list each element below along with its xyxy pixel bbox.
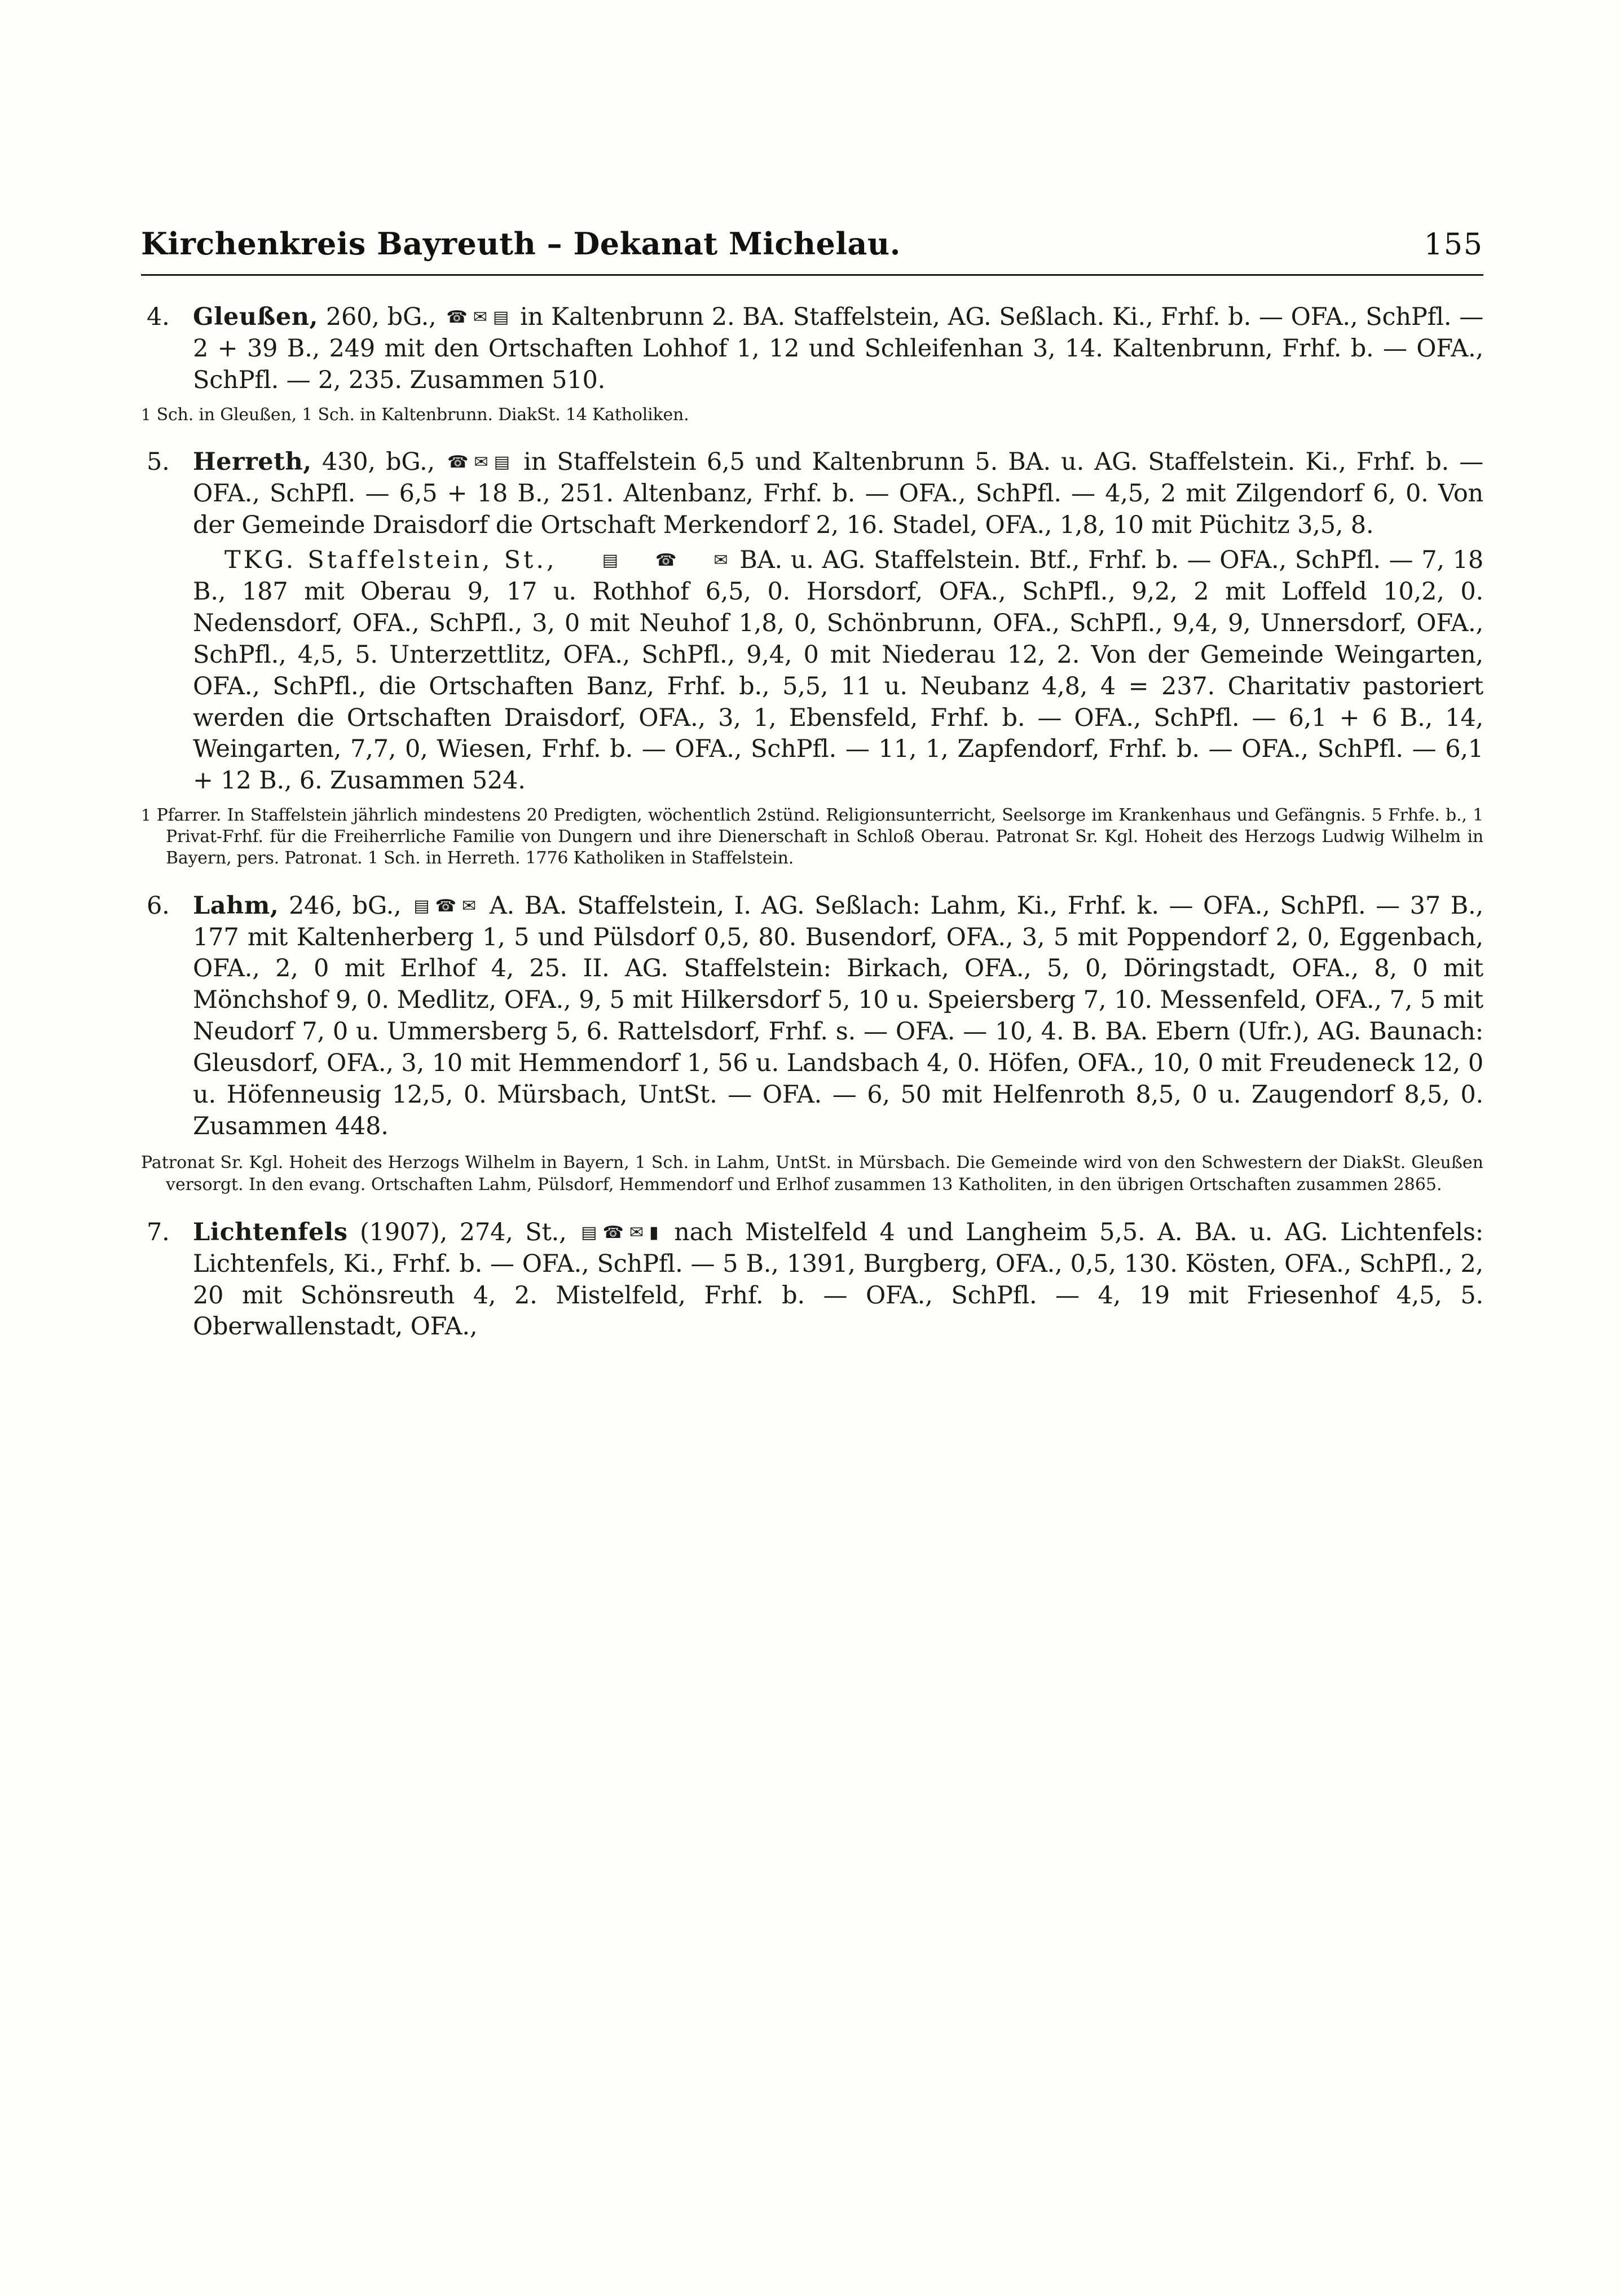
- entry-5: [141, 447, 1483, 869]
- entry-7-placename: Lichtenfels: [193, 1218, 348, 1246]
- entry-5-footnote-text: Pfarrer. In Staffelstein jährlich mindestens 20 Predigten, wöchentlich 2stünd. Religionsunterricht, Seelsorge im Krankenhaus und Gefängnis. 5 Frhfe. b., 1 Privat-Frhf. für die Freiherrliche Familie von Dungern und ihre Dienerschaft in Schloß Oberau. Patronat Sr. Kgl. Hoheit des Herzogs Ludwig Wilhelm in Bayern, pers. Patronat. 1 Sch. in Herreth. 1776 Katholiken in Staffelstein.: [156, 805, 1483, 868]
- entry-5-icons-2: [569, 546, 732, 574]
- entry-5-sub-rest: BA. u. AG. Staffelstein. Btf., Frhf. b. — OFA., SchPfl. — 7, 18 B., 187 mit Oberau 9, 17 u. Rothhof 6,5, 0. Horsdorf, OFA., SchPfl., 9,2, 2 mit Loffeld 10,2, 0. Nedensdorf, OFA., SchPfl., 3, 0 mit Neuhof 1,8, 0, Schönbrunn, OFA., SchPfl., 9,4, 9, Unnersdorf, OFA., SchPfl., 4,5, 5. Unterzettlitz, OFA., SchPfl., 9,4, 0 mit Niederau 12, 2. Von der Gemeinde Weingarten, OFA., SchPfl., die Ortschaften Banz, Frhf. b., 5,5, 11 u. Neubanz 4,8, 4 = 237. Charitativ pastoriert werden die Ortschaften Draisdorf, OFA., 3, 1, Ebensfeld, Frhf. b. — OFA., SchPfl. — 6,1 + 6 B., 14, Weingarten, 7,7, 0, Wiesen, Frhf. b. — OFA., SchPfl. — 11, 1, Zapfendorf, Frhf. b. — OFA., SchPfl. — 6,1 + 12 B., 6. Zusammen 524.: [193, 546, 1483, 795]
- rail-icon: ▤: [494, 452, 512, 473]
- telegraph-icon: ☎: [435, 896, 457, 916]
- entry-6-number: 6.: [147, 891, 170, 920]
- rail-icon: ▤: [602, 550, 619, 571]
- car-icon: ▮: [649, 1222, 660, 1242]
- entry-7-icons: [579, 1218, 662, 1246]
- entry-5-paragraph-2: [193, 545, 1483, 797]
- entry-6-text-main: A. BA. Staffelstein, I. AG. Seßlach: Lahm, Ki., Frhf. k. — OFA., SchPfl. — 37 B., 177 mit Kaltenherberg 1, 5 und Pülsdorf 0,5, 80. Busendorf, OFA., 3, 5 mit Poppendorf 2, 0, Eggenbach, OFA., 2, 0 mit Erlhof 4, 25. II. AG. Staffelstein: Birkach, OFA., 5, 0, Döringstadt, OFA., 8, 0 mit Mönchshof 9, 0. Medlitz, OFA., 9, 5 mit Hilkersdorf 5, 10 u. Speiersberg 7, 10. Messenfeld, OFA., 7, 5 mit Neudorf 7, 0 u. Ummersberg 5, 6. Rattelsdorf, Frhf. s. — OFA. — 10, 4. B. BA. Ebern (Ufr.), AG. Baunach: Gleusdorf, OFA., 3, 10 mit Hemmendorf 1, 56 u. Landsbach 4, 0. Höfen, OFA., 10, 0 mit Freudeneck 12, 0 u. Höfenneusig 12,5, 0. Mürsbach, UntSt. — OFA. — 6, 50 mit Helfenroth 8,5, 0 u. Zaugendorf 8,5, 0. Zusammen 448.: [193, 891, 1483, 1140]
- entry-4-text-main: in Kaltenbrunn 2. BA. Staffelstein, AG. Seßlach. Ki., Frhf. b. — OFA., SchPfl. — 2 + 39 B., 249 mit den Ortschaften Lohhof 1, 12 und Schleifenhan 3, 14. Kaltenbrunn, Frhf. b. — OFA., SchPfl. — 2, 235. Zusammen 510.: [193, 303, 1483, 394]
- entry-6-text-lead: 246, bG.,: [279, 891, 412, 920]
- entry-6-footnote: [141, 1152, 1483, 1196]
- header-divider: [141, 274, 1483, 276]
- page-content: [141, 226, 1483, 1364]
- entry-5-subheading: TKG. Staffelstein,: [224, 546, 493, 575]
- rail-icon: ▤: [581, 1222, 598, 1242]
- post-icon: ✉: [473, 307, 488, 327]
- entry-5-sub-mid: St.,: [492, 546, 569, 575]
- page-header: [141, 226, 1483, 274]
- entry-4-placename: Gleußen,: [193, 303, 318, 331]
- entry-6-placename: Lahm,: [193, 891, 279, 920]
- entry-6: [141, 891, 1483, 1196]
- entry-5-text-lead: 430, bG.,: [311, 448, 446, 477]
- entry-5-footnote: [141, 805, 1483, 869]
- telegraph-icon: ☎: [446, 307, 469, 327]
- entry-4-number: 4.: [147, 303, 170, 331]
- entry-5-icons: [445, 448, 513, 476]
- entry-4-footnote: [141, 404, 1483, 426]
- entry-7-text-lead: (1907), 274, St.,: [347, 1218, 579, 1246]
- entry-6-body: [141, 891, 1483, 1143]
- entry-4-text-lead: 260, bG.,: [318, 303, 444, 331]
- post-icon: ✉: [629, 1222, 645, 1242]
- entry-7: [141, 1217, 1483, 1343]
- entry-5-body: [141, 447, 1483, 797]
- entry-5-text-main: in Staffelstein 6,5 und Kaltenbrunn 5. BA. u. AG. Staffelstein. Ki., Frhf. b. — OFA., SchPfl. — 6,5 + 18 B., 251. Altenbanz, Frhf. b. — OFA., SchPfl. — 4,5, 2 mit Zilgendorf 6, 0. Von der Gemeinde Draisdorf die Ortschaft Merkendorf 2, 16. Stadel, OFA., 1,8, 10 mit Püchitz 3,5, 8.: [193, 448, 1483, 540]
- entry-4-icons: [444, 303, 512, 331]
- telegraph-icon: ☎: [602, 1222, 625, 1242]
- entry-5-number: 5.: [147, 448, 170, 477]
- page-number: 155: [1424, 228, 1483, 262]
- post-icon: ✉: [713, 550, 729, 571]
- entry-7-body: [141, 1217, 1483, 1343]
- rail-icon: ▤: [492, 307, 510, 327]
- rail-icon: ▤: [413, 896, 431, 916]
- telegraph-icon: ☎: [447, 452, 470, 473]
- entry-6-footnote-text: Patronat Sr. Kgl. Hoheit des Herzogs Wilhelm in Bayern, 1 Sch. in Lahm, UntSt. in Mürsbach. Die Gemeinde wird von den Schwestern der DiakSt. Gleußen versorgt. In den evang. Ortschaften Lahm, Pülsdorf, Hemmendorf und Erlhof zusammen 13 Katholiten, in den übrigen Ortschaften zusammen 2865.: [141, 1152, 1483, 1195]
- telegraph-icon: ☎: [655, 550, 678, 571]
- entry-5-placename: Herreth,: [193, 448, 312, 477]
- entry-4: [141, 302, 1483, 425]
- entry-7-text-main: nach Mistelfeld 4 und Langheim 5,5. A. BA. u. AG. Lichtenfels: Lichtenfels, Ki., Frhf. b. — OFA., SchPfl. — 5 B., 1391, Burgberg, OFA., 0,5, 130. Kösten, OFA., SchPfl., 2, 20 mit Schönsreuth 4, 2. Mistelfeld, Frhf. b. — OFA., SchPfl. — 4, 19 mit Friesenhof 4,5, 5. Oberwallenstadt, OFA.,: [193, 1218, 1483, 1341]
- entry-7-number: 7.: [147, 1218, 170, 1246]
- post-icon: ✉: [474, 452, 490, 473]
- page-title: Kirchenkreis Bayreuth – Dekanat Michelau.: [141, 226, 901, 262]
- post-icon: ✉: [461, 896, 478, 916]
- entry-4-body: [141, 302, 1483, 396]
- entry-4-footnote-number: 1: [141, 405, 151, 424]
- entry-4-footnote-text: Sch. in Gleußen, 1 Sch. in Kaltenbrunn. DiakSt. 14 Katholiken.: [156, 404, 689, 425]
- entry-6-icons: [411, 892, 479, 920]
- entry-5-footnote-number: 1: [141, 806, 151, 825]
